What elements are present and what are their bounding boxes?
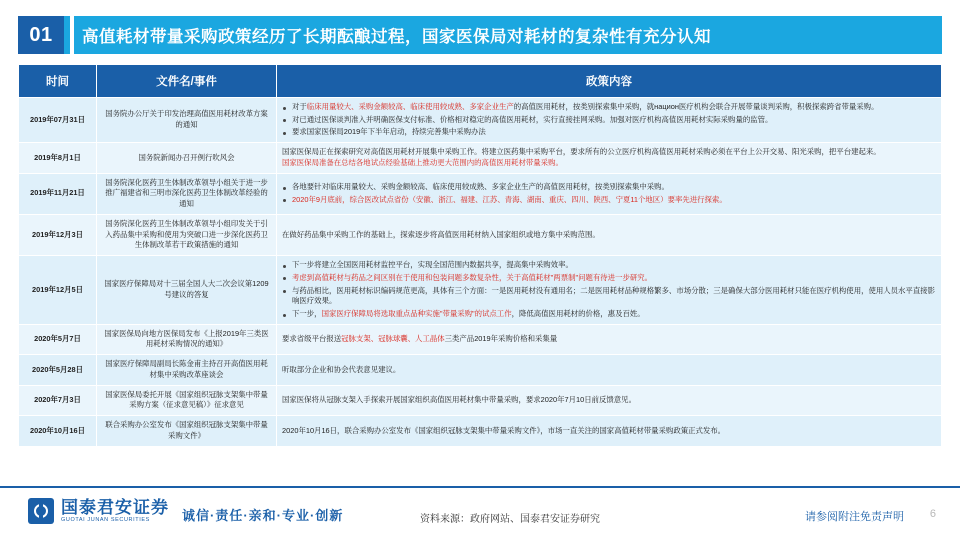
column-header-time: 时间 (19, 65, 97, 98)
content-paragraph: 要求省级平台报送冠脉支架、冠脉球囊、人工晶体三类产品2019年采购价格和采集量 (282, 334, 558, 344)
content-paragraph: 2020年10月16日，联合采购办公室发布《国家组织冠脉支架集中带量采购文件》，市场一直关注的国家高值耗材带量采购政策正式发布。 (282, 425, 726, 435)
logo-text-cn: 国泰君安证券 (61, 497, 169, 517)
slide-title-bar (64, 16, 942, 54)
content-bullet-list (282, 102, 936, 138)
cell-document: 国务院深化医药卫生体制改革领导小组印发关于引入药品集中采购和使用为突破口进一步深化医药卫生体制改革若干政策措施的通知 (97, 214, 277, 255)
column-header-content: 政策内容 (277, 65, 942, 98)
content-bullet-list (282, 182, 936, 205)
cell-document: 国务院深化医药卫生体制改革领导小组关于进一步推广福建省和三明市深化医药卫生体制改革经验的通知 (97, 173, 277, 214)
content-bullet-list (282, 260, 936, 320)
cell-content (277, 256, 942, 325)
table-row (19, 143, 942, 173)
cell-time: 2019年8月1日 (19, 143, 97, 173)
content-bullet: 对已通过医保谈判准入并明确医保支付标准、价格相对稳定的高值医用耗材，实行直接挂网采购。加强对医疗机构高值医用耗材实际采购量的监管。 (282, 115, 936, 126)
cell-content (277, 98, 942, 143)
cell-time: 2020年10月16日 (19, 416, 97, 446)
content-bullet: 要求国家医保局2019年下半年启动，持续完善集中采购办法 (282, 127, 936, 138)
table-header-row (19, 65, 942, 98)
page-number: 6 (929, 508, 936, 520)
logo-icon (28, 498, 54, 524)
cell-content (277, 214, 942, 255)
company-slogan: 诚信·责任·亲和·专业·创新 (182, 508, 344, 523)
cell-content (277, 143, 942, 173)
table-row (19, 385, 942, 415)
content-bullet: 与药品相比，医用耗材标识编码规范更高，具体有三个方面：一是医用耗材没有通用名；二是医用耗材品种规格繁多、市场分散；三是确保大部分医用耗材只能在医疗机构使用，使用人员水平直接影响医疗效果。 (282, 286, 936, 307)
logo-text-en: GUOTAI JUNAN SECURITIES (61, 517, 150, 524)
slide-footer (0, 486, 960, 540)
table-row (19, 416, 942, 446)
slide-title-row (18, 16, 942, 54)
content-bullet: 各地要针对临床用量较大、采购金额较高、临床使用较成熟、多家企业生产的高值医用耗材，按类别探索集中采购。 (282, 182, 936, 193)
page-title: 高值耗材带量采购政策经历了长期酝酿过程，国家医保局对耗材的复杂性有充分认知 (82, 28, 711, 46)
column-header-document: 文件名/事件 (97, 65, 277, 98)
table-row (19, 98, 942, 143)
cell-content (277, 324, 942, 354)
table-row (19, 324, 942, 354)
policy-table-wrap (18, 64, 942, 447)
cell-time: 2019年12月3日 (19, 214, 97, 255)
content-paragraph: 国家医保将从冠脉支架入手探索开展国家组织高值医用耗材集中带量采购，要求2020年7月10日前反馈意见。 (282, 395, 636, 405)
cell-time: 2020年7月3日 (19, 385, 97, 415)
cell-time: 2019年07月31日 (19, 98, 97, 143)
policy-table (18, 64, 942, 447)
cell-time: 2019年12月5日 (19, 256, 97, 325)
content-bullet: 考虑到高值耗材与药品之间区别在于使用和包装问题多数复杂性，关于高值耗材"两票制"问题有待进一步研究。 (282, 273, 936, 284)
slide-number-badge: 01 (18, 16, 64, 54)
cell-document: 国务院新闻办召开例行吹风会 (97, 143, 277, 173)
content-paragraph: 在做好药品集中采购工作的基础上，探索逐步将高值医用耗材纳入国家组织或地方集中采购范围。 (282, 229, 600, 239)
cell-document: 联合采购办公室发布《国家组织冠脉支架集中带量采购文件》 (97, 416, 277, 446)
cell-document: 国家医疗保障局副局长陈金甫主持召开高值医用耗材集中采购改革座谈会 (97, 355, 277, 385)
disclaimer-note: 请参阅附注免责声明 (805, 511, 904, 523)
policy-table-body (19, 98, 942, 447)
table-row (19, 355, 942, 385)
company-logo (28, 498, 169, 524)
cell-time: 2020年5月7日 (19, 324, 97, 354)
content-paragraph: 国家医保局正在探索研究对高值医用耗材开展集中采购工作。将建立医药集中采购平台，要求所有的公立医疗机构高值医用耗材采购必须在平台上公开交易、阳光采购，把平台建起来。 (282, 147, 881, 157)
cell-document: 国务院办公厅关于印发治理高值医用耗材改革方案的通知 (97, 98, 277, 143)
table-row (19, 256, 942, 325)
content-bullet: 下一步将建立全国医用耗材监控平台，实现全国范围内数据共享，提高集中采购效率。 (282, 260, 936, 271)
cell-document: 国家医疗保障局对十三届全国人大二次会议第1209号建议的答复 (97, 256, 277, 325)
cell-content (277, 385, 942, 415)
title-accent-bar (70, 16, 74, 54)
cell-time: 2019年11月21日 (19, 173, 97, 214)
table-row (19, 214, 942, 255)
content-bullet: 2020年9月底前，综合医改试点省份（安徽、浙江、福建、江苏、青海、湖南、重庆、四川、陕西、宁夏11个地区）要率先进行探索。 (282, 195, 936, 206)
content-bullet: 对于临床用量较大、采购金额较高、临床使用较成熟、多家企业生产的高值医用耗材，按类别探索集中采购，就национ医疗机构会联合开展带量谈判采购，积极探索跨省带量采购。 (282, 102, 936, 113)
cell-document: 国家医保局向地方医保局发布《上报2019年三类医用耗材采购情况的通知》 (97, 324, 277, 354)
content-paragraph: 听取部分企业和协会代表意见建议。 (282, 364, 401, 374)
content-paragraph: 国家医保局准备在总结各地试点经验基础上推动更大范围内的高值医用耗材带量采购。 (282, 157, 563, 167)
cell-content (277, 416, 942, 446)
source-note: 资料来源：政府网站、国泰君安证券研究 (420, 514, 600, 525)
cell-time: 2020年5月28日 (19, 355, 97, 385)
cell-document: 国家医保局委托开展《国家组织冠脉支架集中带量采购方案（征求意见稿）》征求意见 (97, 385, 277, 415)
content-bullet: 下一步，国家医疗保障局将选取重点品种实施"带量采购"的试点工作，降低高值医用耗材的价格，惠及百姓。 (282, 309, 936, 320)
table-row (19, 173, 942, 214)
cell-content (277, 355, 942, 385)
cell-content (277, 173, 942, 214)
